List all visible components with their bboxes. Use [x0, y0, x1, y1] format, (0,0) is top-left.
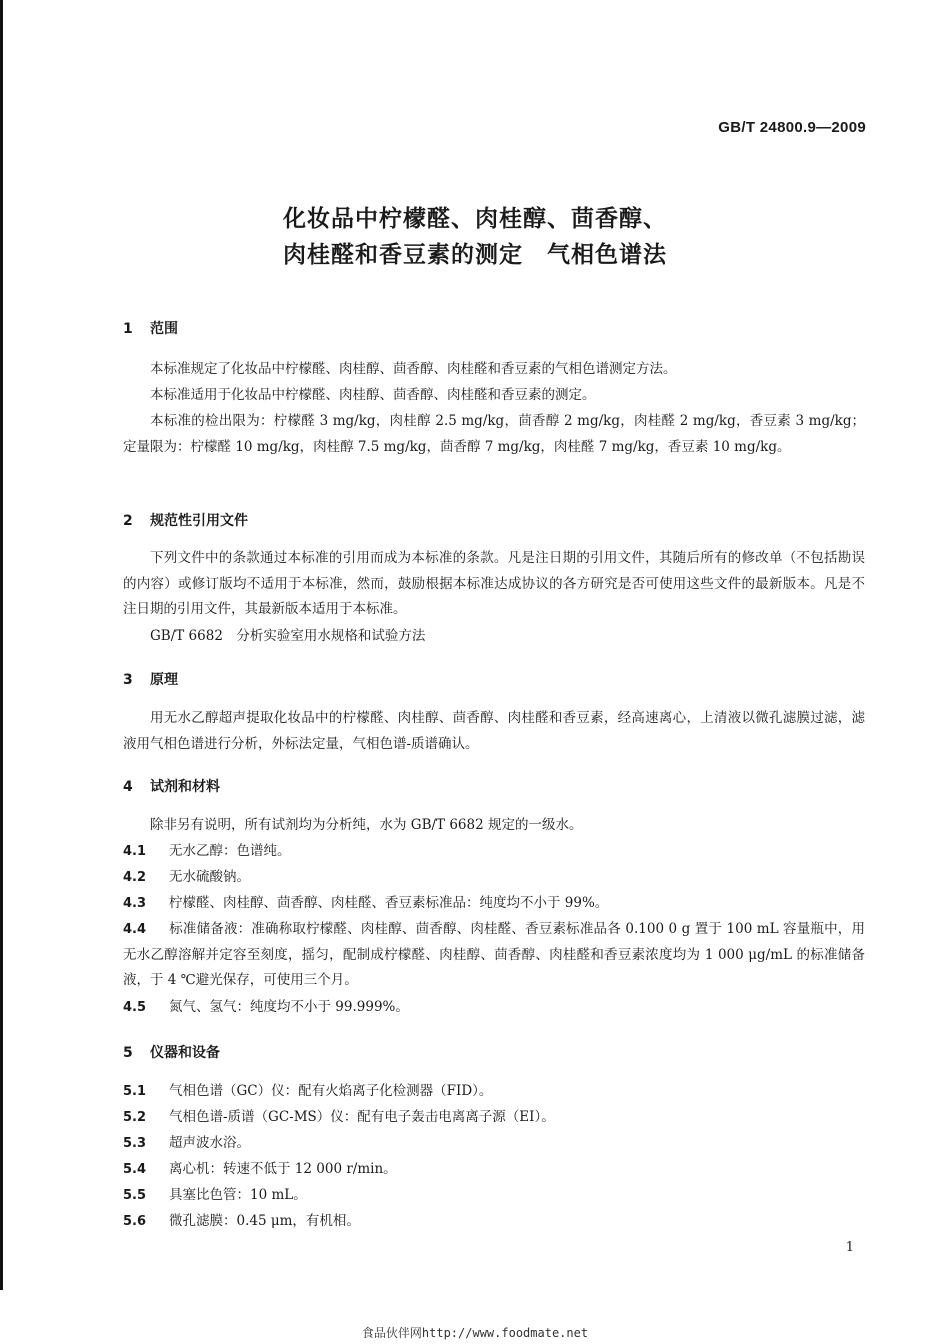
s1-paragraph-3: 本标准的检出限为：柠檬醛 3 mg/kg，肉桂醇 2.5 mg/kg，茴香醇 2 mg/kg，肉桂醛 2 mg/kg，香豆素 3 mg/kg；定量限为：柠檬醛 10 mg/kg，肉桂醇 7.5 mg/kg，茴香醇 7 mg/kg，肉桂醛 7 mg/kg，香豆素 10 mg/kg。 [123, 413, 865, 455]
item-number: 5.4 [123, 1162, 147, 1177]
item-number: 4.2 [123, 870, 147, 885]
list-item-5-6 [123, 1209, 360, 1235]
list-item-5-1 [123, 1079, 492, 1105]
item-number: 4.5 [123, 1000, 147, 1015]
scan-edge [0, 0, 3, 1290]
section-title: 仪器和设备 [150, 1045, 220, 1061]
section-number: 5 [123, 1045, 133, 1061]
item-text: 微孔滤膜：0.45 μm，有机相。 [169, 1213, 360, 1229]
item-number: 5.6 [123, 1214, 147, 1229]
s2-reference: GB/T 6682 分析实验室用水规格和试验方法 [150, 628, 426, 644]
list-item-5-2 [123, 1105, 555, 1131]
item-text: 标准储备液：准确称取柠檬醛、肉桂醇、茴香醇、肉桂醛、香豆素标准品各 0.100 0 g 置于 100 mL 容量瓶中，用无水乙醇溶解并定容至刻度，摇匀，配制成柠檬醛、肉桂醇、茴香醇、肉桂醛和香豆素浓度均为 1 000 μg/mL 的标准储备液，于 4 ℃避光保存，可使用三个月。 [123, 921, 865, 988]
s1-paragraph-1: 本标准规定了化妆品中柠檬醛、肉桂醇、茴香醇、肉桂醛和香豆素的气相色谱测定方法。 [150, 361, 677, 377]
list-item-4-5 [123, 995, 409, 1021]
item-text: 无水乙醇：色谱纯。 [169, 843, 291, 859]
section-4-heading [123, 776, 220, 796]
standard-code: GB/T 24800.9—2009 [718, 119, 866, 136]
doc-title-line1: 化妆品中柠檬醛、肉桂醇、茴香醇、 [283, 206, 667, 232]
section-2-heading [123, 510, 248, 530]
s2-paragraph-1: 下列文件中的条款通过本标准的引用而成为本标准的条款。凡是注日期的引用文件，其随后所有的修改单（不包括勘误的内容）或修订版均不适用于本标准，然而，鼓励根据本标准达成协议的各方研究是否可使用这些文件的最新版本。凡是不注日期的引用文件，其最新版本适用于本标准。 [123, 550, 865, 617]
item-number: 4.4 [123, 922, 147, 937]
item-number: 4.1 [123, 844, 147, 859]
item-text: 超声波水浴。 [169, 1135, 250, 1151]
section-1-heading [123, 318, 178, 338]
section-3-heading [123, 669, 178, 689]
section-title: 规范性引用文件 [150, 513, 248, 529]
doc-title-line2: 肉桂醛和香豆素的测定 气相色谱法 [283, 242, 667, 268]
item-number: 5.1 [123, 1084, 147, 1099]
section-number: 4 [123, 779, 133, 795]
list-item-4-3 [123, 891, 608, 917]
section-title: 试剂和材料 [150, 779, 220, 795]
s3-paragraph-1: 用无水乙醇超声提取化妆品中的柠檬醛、肉桂醇、茴香醇、肉桂醛和香豆素，经高速离心，上清液以微孔滤膜过滤，滤液用气相色谱进行分析，外标法定量，气相色谱-质谱确认。 [123, 710, 865, 752]
item-text: 无水硫酸钠。 [169, 869, 250, 885]
s4-intro: 除非另有说明，所有试剂均为分析纯，水为 GB/T 6682 规定的一级水。 [150, 817, 583, 833]
item-number: 5.3 [123, 1136, 147, 1151]
section-number: 3 [123, 672, 133, 688]
item-text: 离心机：转速不低于 12 000 r/min。 [169, 1161, 397, 1177]
section-title: 范围 [150, 321, 178, 337]
item-text: 具塞比色管：10 mL。 [169, 1187, 307, 1203]
item-text: 柠檬醛、肉桂醇、茴香醇、肉桂醛、香豆素标准品：纯度均不小于 99%。 [169, 895, 609, 911]
item-text: 气相色谱（GC）仪：配有火焰离子化检测器（FID）。 [169, 1083, 493, 1099]
item-text: 氮气、氢气：纯度均不小于 99.999%。 [169, 999, 409, 1015]
item-number: 5.2 [123, 1110, 147, 1125]
section-title: 原理 [150, 672, 178, 688]
list-item-5-4 [123, 1157, 397, 1183]
list-item-4-2 [123, 865, 250, 891]
item-text: 气相色谱-质谱（GC-MS）仪：配有电子轰击电离离子源（EI）。 [169, 1109, 555, 1125]
item-number: 4.3 [123, 896, 147, 911]
section-number: 2 [123, 513, 133, 529]
s1-paragraph-2: 本标准适用于化妆品中柠檬醛、肉桂醇、茴香醇、肉桂醛和香豆素的测定。 [150, 387, 596, 403]
list-item-4-4 [123, 917, 865, 994]
section-5-heading [123, 1042, 220, 1062]
section-number: 1 [123, 321, 133, 337]
item-number: 5.5 [123, 1188, 147, 1203]
footer-watermark: 食品伙伴网http://www.foodmate.net [361, 1326, 589, 1340]
list-item-5-3 [123, 1131, 250, 1157]
list-item-4-1 [123, 839, 291, 865]
page-number: 1 [845, 1240, 854, 1255]
list-item-5-5 [123, 1183, 307, 1209]
